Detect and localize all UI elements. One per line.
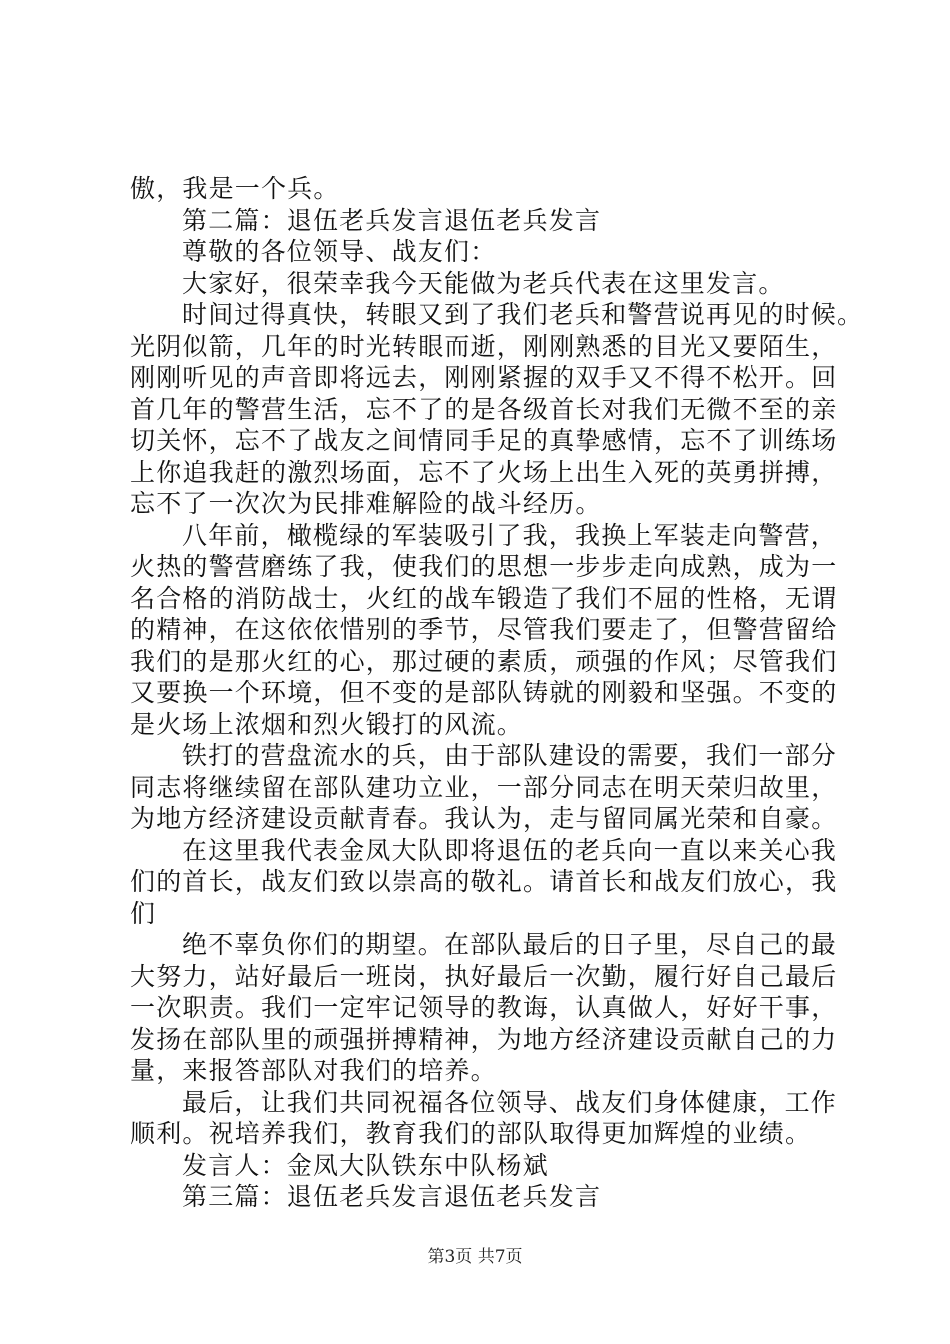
text-line: 发扬在部队里的顽强拼搏精神，为地方经济建设贡献自己的力 — [130, 1024, 838, 1054]
text-line: 铁打的营盘流水的兵，由于部队建设的需要，我们一部分 — [182, 741, 838, 770]
text-line: 大家好，很荣幸我今天能做为老兵代表在这里发言。 — [182, 268, 785, 298]
text-line: 最后，让我们共同祝福各位领导、战友们身体健康，工作 — [182, 1087, 838, 1117]
text-line: 们的首长，战友们致以崇高的敬礼。请首长和战友们放心，我 — [130, 867, 838, 896]
text-line: 首几年的警营生活，忘不了的是各级首长对我们无微不至的亲 — [130, 394, 838, 424]
document-body — [130, 173, 864, 1213]
text-line: 忘不了一次次为民排难解险的战斗经历。 — [130, 489, 602, 518]
text-line: 为地方经济建设贡献青春。我认为，走与留同属光荣和自豪。 — [130, 804, 838, 833]
text-line: 名合格的消防战士，火红的战车锻造了我们不屈的性格，无谓 — [130, 583, 838, 613]
text-line: 们 — [130, 898, 157, 928]
salutation: 尊敬的各位领导、战友们： — [182, 237, 497, 266]
text-line: 顺利。祝培养我们，教育我们的部队取得更加辉煌的业绩。 — [130, 1119, 812, 1148]
text-line: 是火场上浓烟和烈火锻打的风流。 — [130, 709, 524, 739]
text-line: 的精神，在这依依惜别的季节，尽管我们要走了，但警营留给 — [130, 615, 838, 644]
text-line: 大努力，站好最后一班岗，执好最后一次勤，履行好自己最后 — [130, 961, 838, 991]
text-line: 傲，我是一个兵。 — [130, 174, 340, 203]
text-line: 绝不辜负你们的期望。在部队最后的日子里，尽自己的最 — [182, 930, 838, 959]
text-line: 一次职责。我们一定牢记领导的教诲，认真做人，好好干事， — [130, 993, 838, 1022]
text-line: 光阴似箭，几年的时光转眼而逝，刚刚熟悉的目光又要陌生， — [130, 331, 838, 361]
text-line: 又要换一个环境，但不变的是部队铸就的刚毅和坚强。不变的 — [130, 678, 838, 707]
page-number-footer: 第3页 共7页 — [427, 1247, 523, 1267]
text-line: 同志将继续留在部队建功立业，一部分同志在明天荣归故里， — [130, 772, 838, 802]
text-line: 火热的警营磨练了我，使我们的思想一步步走向成熟，成为一 — [130, 552, 838, 581]
section-heading-2: 第二篇：退伍老兵发言退伍老兵发言 — [182, 205, 602, 235]
text-line: 上你追我赶的激烈场面，忘不了火场上出生入死的英勇拼搏， — [130, 457, 838, 487]
text-line: 八年前，橄榄绿的军装吸引了我，我换上军装走向警营， — [182, 520, 838, 550]
speaker-signature: 发言人：金凤大队铁东中队杨斌 — [182, 1150, 549, 1180]
text-line: 在这里我代表金凤大队即将退伍的老兵向一直以来关心我 — [182, 835, 838, 865]
section-heading-3: 第三篇：退伍老兵发言退伍老兵发言 — [182, 1182, 602, 1211]
text-line: 切关怀，忘不了战友之间情同手足的真挚感情，忘不了训练场 — [130, 426, 838, 455]
text-line: 时间过得真快，转眼又到了我们老兵和警营说再见的时候。 — [182, 300, 864, 329]
text-line: 刚刚听见的声音即将远去，刚刚紧握的双手又不得不松开。回 — [130, 363, 838, 392]
text-line: 我们的是那火红的心，那过硬的素质，顽强的作风；尽管我们 — [130, 646, 838, 676]
text-line: 量，来报答部队对我们的培养。 — [130, 1056, 497, 1085]
